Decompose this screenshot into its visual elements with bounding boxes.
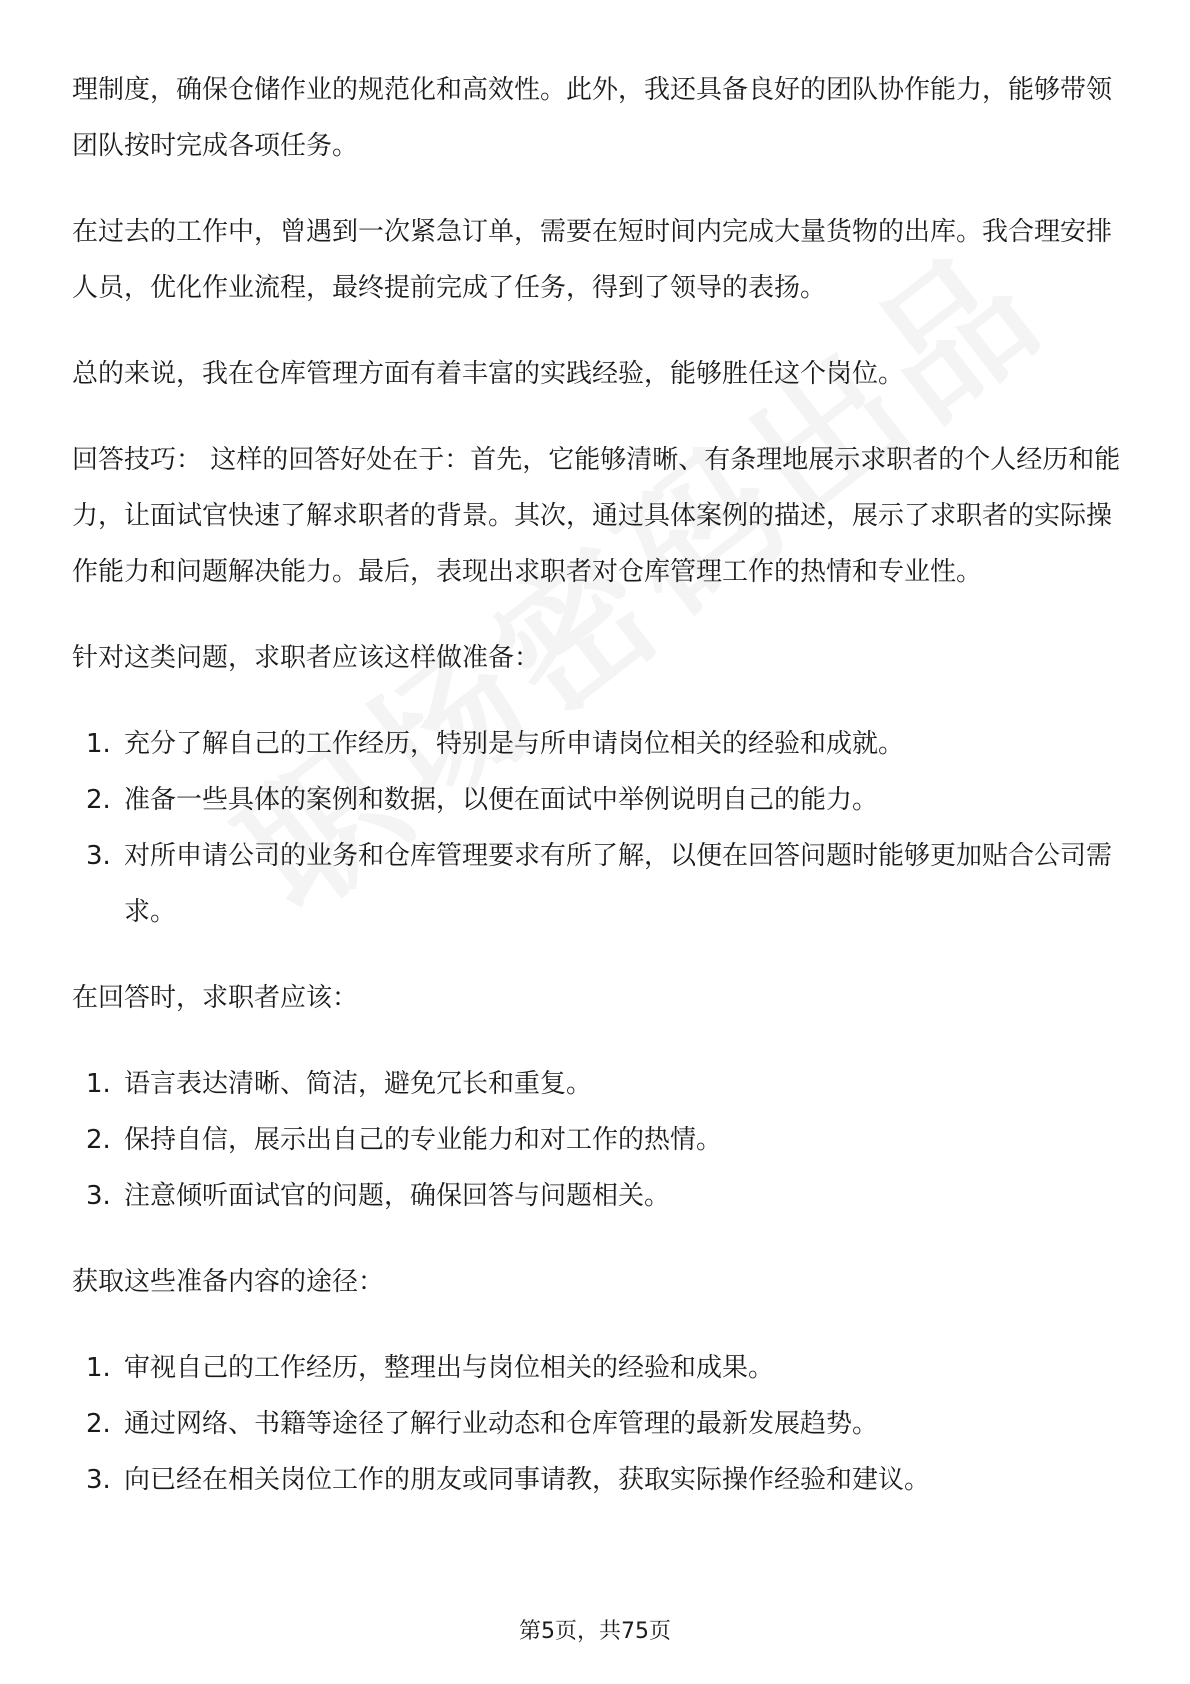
document-body (72, 62, 1122, 1538)
list-item-text: 审视自己的工作经历，整理出与岗位相关的经验和成果。 (124, 1353, 775, 1383)
list-item (72, 828, 1122, 940)
list-item (72, 1396, 1122, 1452)
answer-list (72, 1056, 1122, 1224)
paragraph-summary: 总的来说，我在仓库管理方面有着丰富的实践经验，能够胜任这个岗位。 (72, 359, 905, 389)
list-item-text: 通过网络、书籍等途径了解行业动态和仓库管理的最新发展趋势。 (124, 1409, 879, 1439)
paragraph-answer-heading: 在回答时，求职者应该： (72, 983, 359, 1013)
list-item-text: 准备一些具体的案例和数据，以便在面试中举例说明自己的能力。 (124, 785, 879, 815)
paragraph-answer-tips: 回答技巧： 这样的回答好处在于：首先，它能够清晰、有条理地展示求职者的个人经历和能力，让面试官快速了解求职者的背景。其次，通过具体案例的描述，展示了求职者的实际操作能力和问题解决能力。最后，表现出求职者对仓库管理工作的热情和专业性。 (72, 445, 1121, 587)
paragraph-case-example: 在过去的工作中，曾遇到一次紧急订单，需要在短时间内完成大量货物的出库。我合理安排人员，优化作业流程，最终提前完成了任务，得到了领导的表扬。 (72, 217, 1113, 303)
paragraph-intro-continued: 理制度，确保仓储作业的规范化和高效性。此外，我还具备良好的团队协作能力，能够带领团队按时完成各项任务。 (72, 75, 1113, 161)
list-item (72, 1452, 1122, 1508)
list-number: 2. (86, 1409, 111, 1439)
list-item-text: 对所申请公司的业务和仓库管理要求有所了解，以便在回答问题时能够更加贴合公司需求。 (124, 841, 1113, 927)
list-item (72, 1168, 1122, 1224)
list-number: 1. (86, 1353, 111, 1383)
prepare-list (72, 716, 1122, 940)
list-number: 2. (86, 1125, 111, 1155)
list-item-text: 向已经在相关岗位工作的朋友或同事请教，获取实际操作经验和建议。 (124, 1465, 931, 1495)
list-item (72, 772, 1122, 828)
list-number: 3. (86, 841, 111, 871)
list-item-text: 语言表达清晰、简洁，避免冗长和重复。 (124, 1069, 593, 1099)
page-footer: 第5页，共75页 (519, 1619, 671, 1644)
sources-list (72, 1340, 1122, 1508)
list-number: 1. (86, 1069, 111, 1099)
list-number: 3. (86, 1181, 111, 1211)
list-item-text: 保持自信，展示出自己的专业能力和对工作的热情。 (124, 1125, 723, 1155)
paragraph-prepare-heading: 针对这类问题，求职者应该这样做准备： (72, 643, 541, 673)
list-number: 3. (86, 1465, 111, 1495)
list-number: 2. (86, 785, 111, 815)
paragraph-sources-heading: 获取这些准备内容的途径： (72, 1267, 385, 1297)
list-number: 1. (86, 729, 111, 759)
list-item-text: 充分了解自己的工作经历，特别是与所申请岗位相关的经验和成就。 (124, 729, 905, 759)
list-item-text: 注意倾听面试官的问题，确保回答与问题相关。 (124, 1181, 671, 1211)
list-item (72, 1340, 1122, 1396)
list-item (72, 1056, 1122, 1112)
list-item (72, 1112, 1122, 1168)
list-item (72, 716, 1122, 772)
